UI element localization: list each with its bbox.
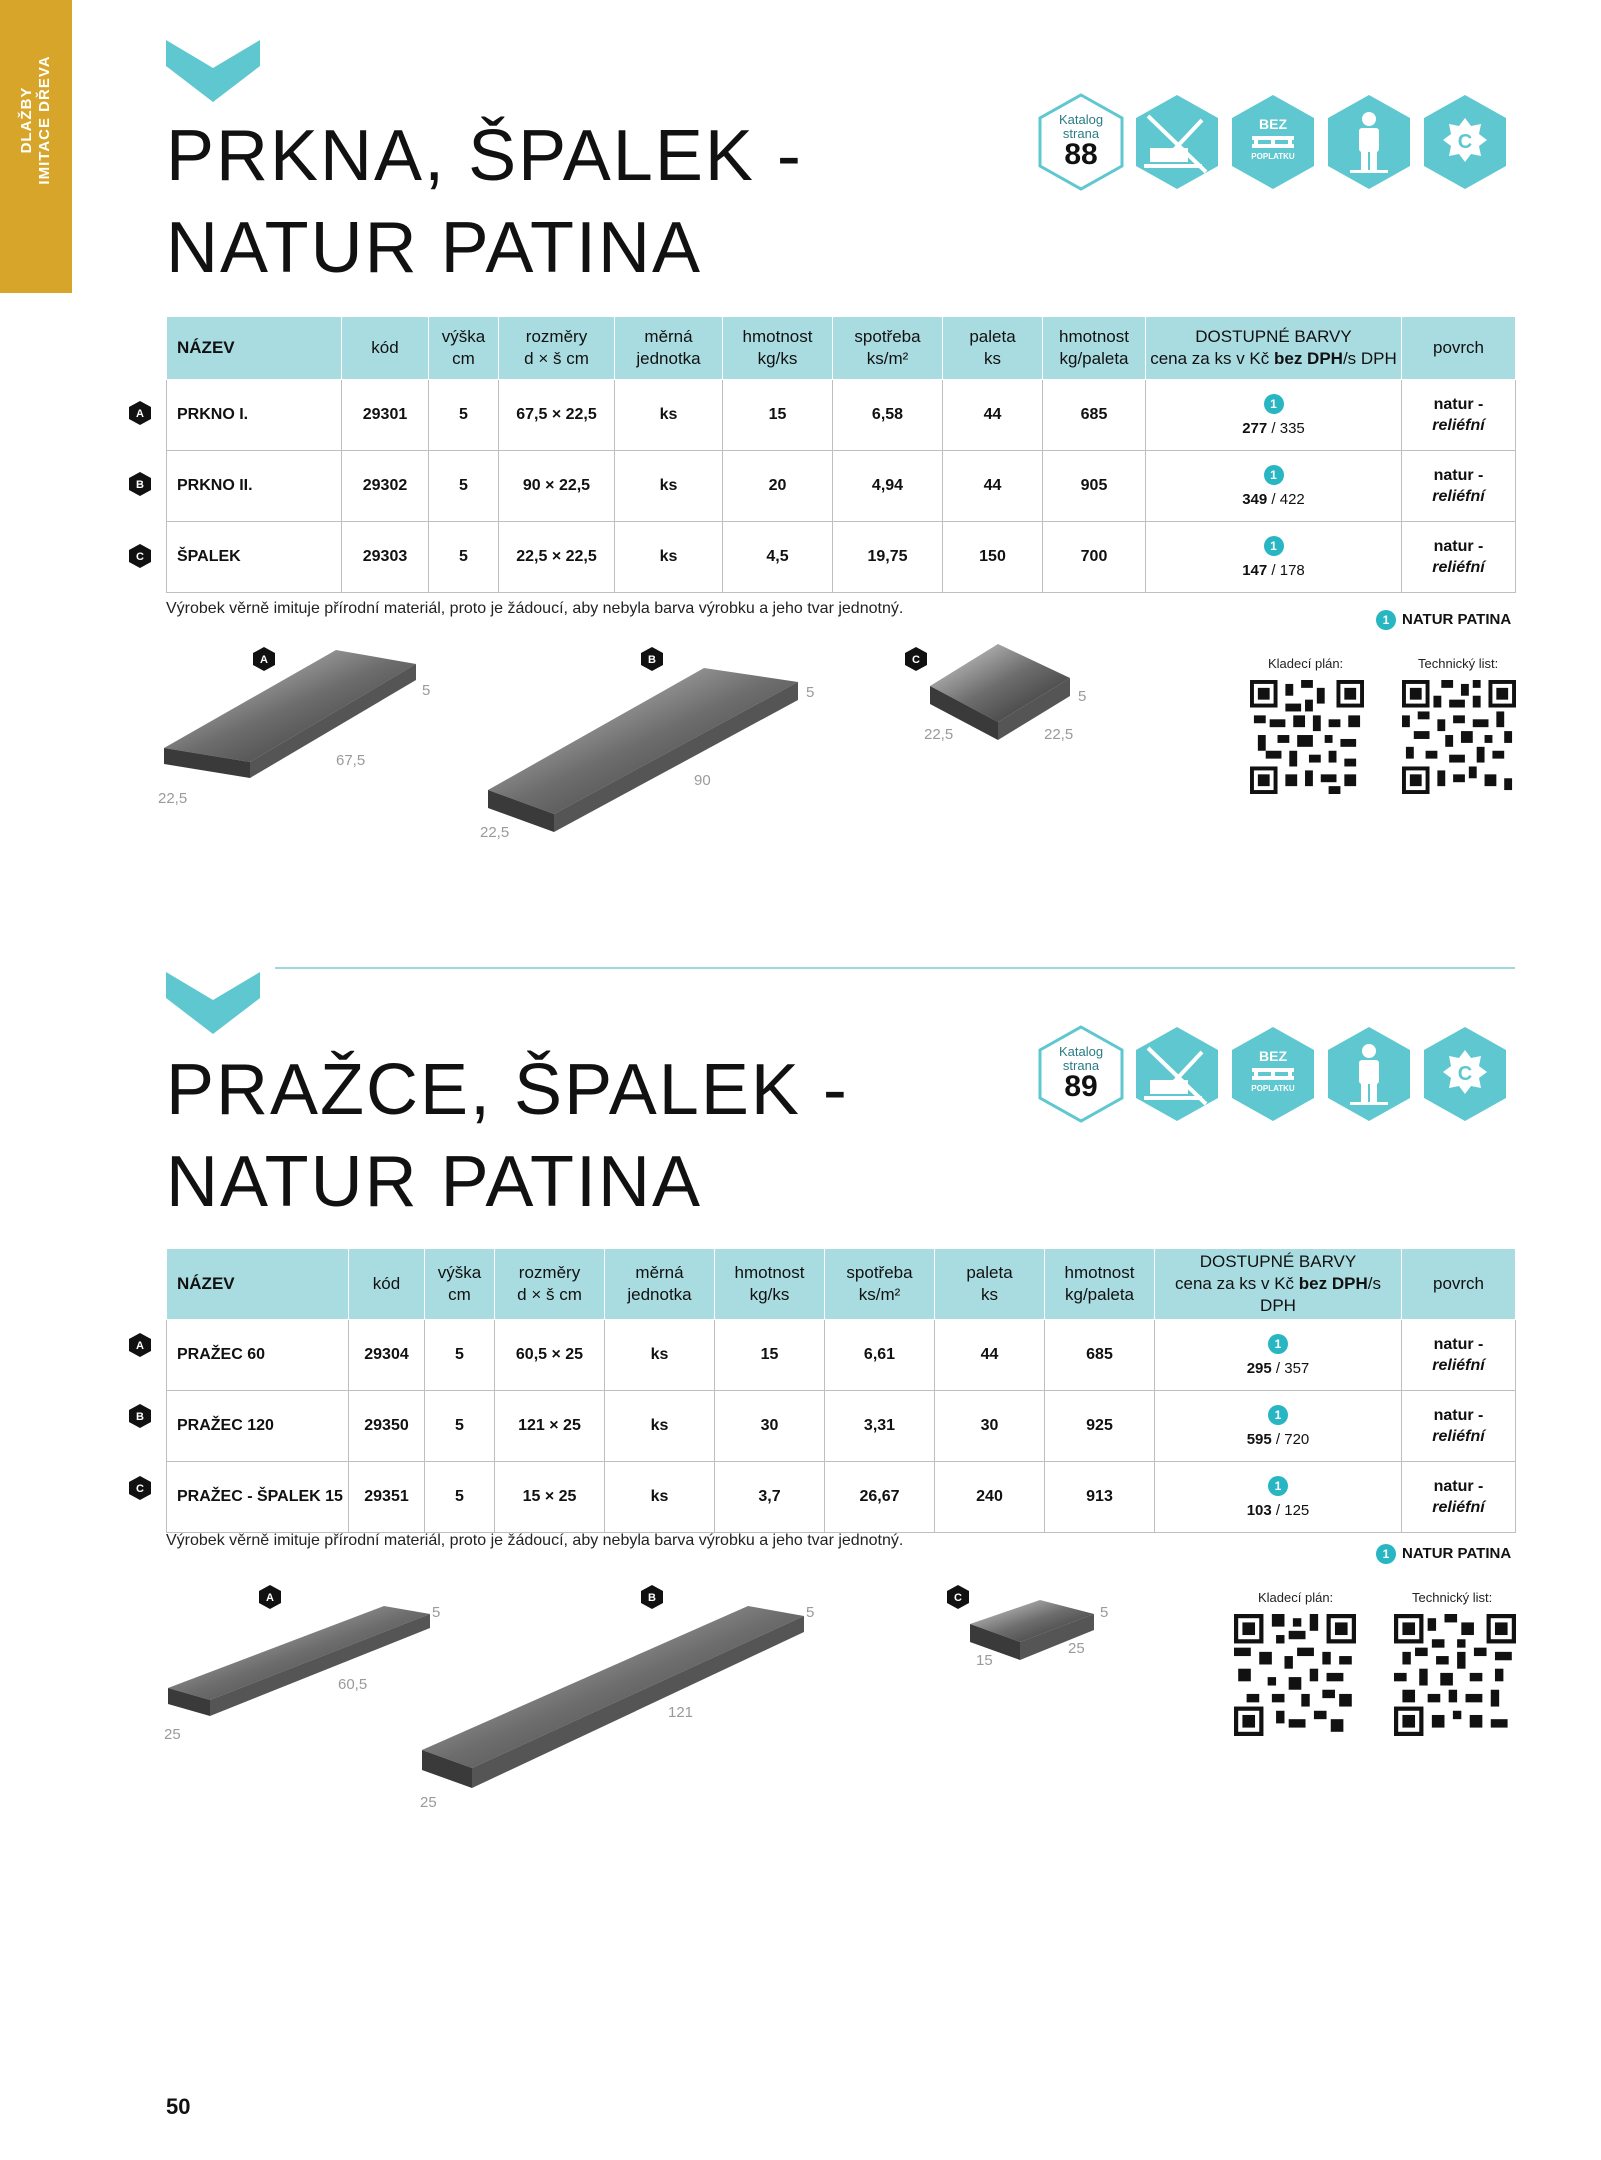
no-fee-pallet-icon: BEZ POPLATKU (1228, 1024, 1318, 1124)
category-line2: IMITACE DŘEVA (36, 55, 53, 185)
color-badge: 1 (1264, 394, 1284, 414)
col-surface: povrch (1402, 1249, 1516, 1320)
color-badge: 1 (1268, 1476, 1288, 1496)
table-row: PRAŽEC 60 29304 5 60,5 × 25 ks 15 6,61 44 685 1 295 / 357 natur - reliéfní (167, 1320, 1516, 1391)
col-usage: spotřeba ks/m² (833, 317, 943, 380)
product-image-prazec-60 (164, 1596, 434, 1724)
qr-label-laying: Kladecí plán: (1268, 656, 1344, 671)
dim-width: 25 (420, 1794, 437, 1811)
color-legend: 1 NATUR PATINA (1376, 610, 1511, 630)
svg-text:C: C (1457, 1063, 1473, 1085)
catalog-page-number: 88 (1064, 138, 1098, 171)
qr-label-laying: Kladecí plán: (1258, 1590, 1334, 1605)
col-code: kód (349, 1249, 425, 1320)
section-divider (275, 967, 1515, 969)
col-colors: DOSTUPNÉ BARVY cena za ks v Kč bez DPH/s DPH (1146, 317, 1402, 380)
svg-text:A: A (136, 408, 144, 420)
svg-text:C: C (136, 551, 144, 563)
person-safety-icon (1324, 92, 1414, 192)
color-badge: 1 (1264, 536, 1284, 556)
dim-length: 90 (694, 772, 711, 789)
image-marker-b (640, 646, 664, 672)
svg-text:C: C (912, 654, 920, 666)
image-marker-a (258, 1584, 282, 1610)
product-image-prkno-2 (484, 660, 804, 846)
color-badge: 1 (1268, 1405, 1288, 1425)
page-title: PRAŽCE, ŠPALEK - NATUR PATINA (166, 1050, 849, 1222)
svg-text:A: A (260, 654, 268, 666)
feature-icons (1036, 1024, 1516, 1124)
product-table (166, 316, 1516, 593)
col-weight: hmotnost kg/ks (715, 1249, 825, 1320)
dim-length: 60,5 (338, 1676, 368, 1693)
product-note: Výrobek věrně imituje přírodní materiál, proto je žádoucí, aby nebyla barva výrobku a jeho tvar jednotný. (166, 600, 904, 617)
col-pallet: paleta ks (943, 317, 1043, 380)
qr-code-laying-plan[interactable] (1234, 1614, 1356, 1736)
table-row: ŠPALEK 29303 5 22,5 × 22,5 ks 4,5 19,75 150 700 1 147 / 178 natur - reliéfní (167, 522, 1516, 593)
qr-code-laying-plan[interactable] (1250, 680, 1364, 794)
dim-length: 25 (1068, 1640, 1085, 1657)
product-image-prazec-120 (418, 1598, 808, 1794)
row-marker-b (128, 1403, 152, 1429)
col-unit: měrná jednotka (605, 1249, 715, 1320)
dim-height: 5 (806, 684, 815, 701)
image-marker-c (946, 1584, 970, 1610)
table-row: PRKNO II. 29302 5 90 × 22,5 ks 20 4,94 44 905 1 349 / 422 natur - reliéfní (167, 451, 1516, 522)
svg-text:C: C (954, 1592, 962, 1604)
col-pallet-weight: hmotnost kg/paleta (1043, 317, 1146, 380)
dim-width: 22,5 (924, 726, 954, 743)
svg-text:B: B (648, 1592, 656, 1604)
dim-width: 25 (164, 1726, 181, 1743)
plate-compactor-icon (1132, 92, 1222, 192)
dim-width: 15 (976, 1652, 993, 1669)
svg-text:B: B (648, 654, 656, 666)
qr-code-technical-sheet[interactable] (1402, 680, 1516, 794)
image-marker-a (252, 646, 276, 672)
row-marker-a (128, 400, 152, 426)
person-safety-icon (1324, 1024, 1414, 1124)
col-pallet-weight: hmotnost kg/paleta (1045, 1249, 1155, 1320)
plate-compactor-icon (1132, 1024, 1222, 1124)
page-number: 50 (166, 2094, 191, 2119)
product-image-prkno-1 (160, 640, 420, 780)
chevron-down-icon (166, 40, 260, 102)
row-marker-c (128, 543, 152, 569)
table-row: PRAŽEC 120 29350 5 121 × 25 ks 30 3,31 30 925 1 595 / 720 natur - reliéfní (167, 1391, 1516, 1462)
color-badge: 1 (1264, 465, 1284, 485)
color-badge: 1 (1268, 1334, 1288, 1354)
table-row: PRKNO I. 29301 5 67,5 × 22,5 ks 15 6,58 44 685 1 277 / 335 natur - reliéfní (167, 380, 1516, 451)
dim-height: 5 (1100, 1604, 1109, 1621)
qr-label-tech: Technický list: (1412, 1590, 1493, 1605)
dim-height: 5 (422, 682, 431, 699)
row-marker-c (128, 1475, 152, 1501)
dim-width: 22,5 (158, 790, 188, 807)
qr-code-technical-sheet[interactable] (1394, 1614, 1516, 1736)
col-height: výška cm (425, 1249, 495, 1320)
col-name: NÁZEV (167, 317, 342, 380)
col-unit: měrná jednotka (615, 317, 723, 380)
feature-icons (1036, 92, 1516, 192)
dim-height: 5 (806, 1604, 815, 1621)
category-line1: DLAŽBY (18, 86, 35, 154)
product-note: Výrobek věrně imituje přírodní materiál, proto je žádoucí, aby nebyla barva výrobku a jeho tvar jednotný. (166, 1532, 904, 1549)
qr-label-tech: Technický list: (1418, 656, 1499, 671)
dim-height: 5 (1078, 688, 1087, 705)
svg-text:B: B (136, 479, 144, 491)
category-tab (0, 0, 72, 293)
dim-height: 5 (432, 1604, 441, 1621)
color-legend: 1 NATUR PATINA (1376, 1544, 1511, 1564)
image-marker-b (640, 1584, 664, 1610)
svg-text:B: B (136, 1411, 144, 1423)
col-usage: spotřeba ks/m² (825, 1249, 935, 1320)
col-pallet: paleta ks (935, 1249, 1045, 1320)
svg-text:C: C (1457, 131, 1473, 153)
col-name: NÁZEV (167, 1249, 349, 1320)
dim-width: 22,5 (480, 824, 510, 841)
col-colors: DOSTUPNÉ BARVY cena za ks v Kč bez DPH/s DPH (1155, 1249, 1402, 1320)
col-dims: rozměry d × š cm (495, 1249, 605, 1320)
col-dims: rozměry d × š cm (499, 317, 615, 380)
chevron-down-icon (166, 972, 260, 1034)
row-marker-a (128, 1332, 152, 1358)
svg-text:A: A (136, 1340, 144, 1352)
table-row: PRAŽEC - ŠPALEK 15 29351 5 15 × 25 ks 3,7 26,67 240 913 1 103 / 125 natur - reliéfní (167, 1462, 1516, 1533)
col-surface: povrch (1402, 317, 1516, 380)
catalog-page-icon: Katalog strana 88 (1036, 92, 1126, 192)
dim-length: 67,5 (336, 752, 366, 769)
product-table (166, 1248, 1516, 1533)
table-header-row (167, 317, 1516, 380)
quality-c-icon (1420, 1024, 1510, 1124)
no-fee-pallet-icon: BEZ POPLATKU (1228, 92, 1318, 192)
svg-text:A: A (266, 1592, 274, 1604)
image-marker-c (904, 646, 928, 672)
catalog-page-number: 89 (1064, 1070, 1098, 1103)
table-header-row (167, 1249, 1516, 1320)
col-height: výška cm (429, 317, 499, 380)
quality-c-icon (1420, 92, 1510, 192)
col-weight: hmotnost kg/ks (723, 317, 833, 380)
page-title: PRKNA, ŠPALEK - NATUR PATINA (166, 116, 803, 288)
row-marker-b (128, 471, 152, 497)
dim-length: 22,5 (1044, 726, 1074, 743)
col-code: kód (342, 317, 429, 380)
dim-length: 121 (668, 1704, 694, 1721)
svg-text:C: C (136, 1483, 144, 1495)
catalog-page-icon: Katalog strana 89 (1036, 1024, 1126, 1124)
